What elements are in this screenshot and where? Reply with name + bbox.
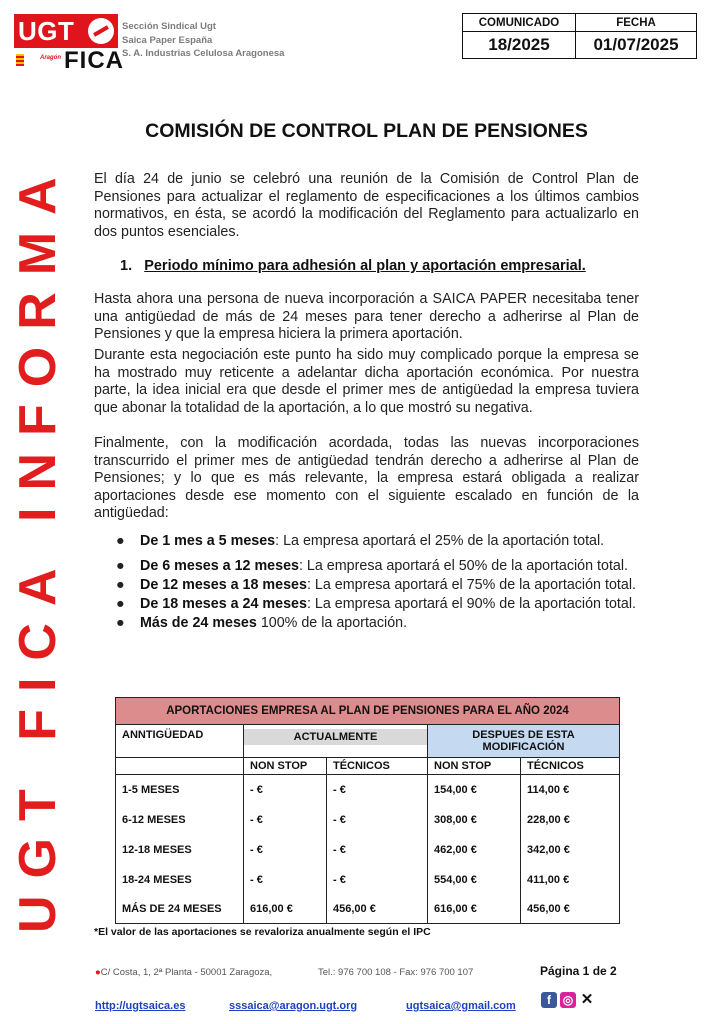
- table-cell: - €: [244, 835, 327, 865]
- table-cell: 456,00 €: [521, 895, 620, 924]
- ugt-logo: [14, 14, 118, 48]
- org-line: Saica Paper España: [122, 34, 213, 46]
- tier-range: De 18 meses a 24 meses: [140, 596, 307, 612]
- table-cell: 411,00 €: [521, 865, 620, 895]
- tier-range: Más de 24 meses: [140, 615, 257, 631]
- bullet-icon: ●: [116, 558, 125, 574]
- page-number: Página 1 de 2: [540, 964, 617, 978]
- bullet-icon: ●: [116, 615, 125, 631]
- section-title: Periodo mínimo para adhesión al plan y aportación empresarial.: [144, 258, 586, 274]
- table-row: [116, 865, 620, 895]
- tier-text: : La empresa aportará el 75% de la aportación total.: [306, 577, 636, 593]
- fica-logo: FICA: [64, 47, 124, 74]
- x-icon[interactable]: ✕: [580, 991, 594, 1008]
- footer-address-text: C/ Costa, 1, 2ª Planta - 50001 Zaragoza,: [100, 967, 273, 978]
- table-cell: 554,00 €: [428, 865, 521, 895]
- website-link[interactable]: http://ugtsaica.es: [95, 1000, 186, 1012]
- row-label: 6-12 MESES: [116, 805, 244, 835]
- table-cell: 616,00 €: [244, 895, 327, 924]
- footer-phones: Tel.: 976 700 108 - Fax: 976 700 107: [318, 967, 474, 978]
- email-link-gmail[interactable]: ugtsaica@gmail.com: [406, 1000, 516, 1012]
- tier-text: : La empresa aportará el 50% de la aportación total.: [298, 558, 629, 574]
- table-cell: 616,00 €: [428, 895, 521, 924]
- bullet-icon: ●: [116, 596, 125, 612]
- fecha-label: FECHA: [576, 14, 697, 32]
- side-banner: UGT FICA INFORMA: [9, 160, 67, 933]
- header-actualmente: [244, 725, 428, 758]
- contributions-table: [115, 697, 620, 924]
- comunicado-label: COMUNICADO: [463, 14, 576, 32]
- bullet-icon: ●: [116, 533, 125, 549]
- org-line: Sección Sindical Ugt: [122, 21, 216, 32]
- subheader-nonstop-nuevo: NON STOP: [428, 758, 521, 775]
- comunicado-date: 01/07/2025: [576, 32, 697, 59]
- facebook-icon[interactable]: f: [541, 992, 557, 1008]
- comunicado-number: 18/2025: [463, 32, 576, 59]
- tier-range: De 1 mes a 5 meses: [140, 533, 276, 549]
- tier-list: [94, 533, 639, 631]
- page-title: COMISIÓN DE CONTROL PLAN DE PENSIONES: [145, 120, 588, 142]
- list-item: [94, 596, 639, 612]
- row-label: MÁS DE 24 MESES: [116, 895, 244, 924]
- table-cell: 462,00 €: [428, 835, 521, 865]
- communique-box: [462, 13, 697, 59]
- social-links: [541, 992, 595, 1008]
- table-cell: - €: [327, 805, 428, 835]
- table-cell: 114,00 €: [521, 775, 620, 806]
- table-row: [116, 835, 620, 865]
- subheader-nonstop-actual: NON STOP: [244, 758, 327, 775]
- tier-range: De 6 meses a 12 meses: [140, 558, 299, 574]
- paragraph-3: Finalmente, con la modificación acordada, todas las nuevas incorporaciones transcurrido el primer mes de antigüedad tendrán derecho a adherirse al Plan de Pensiones; y lo que es más relevante, la empresa estará obligada a realizar aportaciones desde ese momento con el siguiente escalado en función de la antigüedad:: [94, 435, 639, 521]
- list-item: [94, 615, 639, 631]
- row-label: 12-18 MESES: [116, 835, 244, 865]
- table-cell: - €: [327, 775, 428, 806]
- table-cell: - €: [244, 805, 327, 835]
- location-dot-icon: ●: [95, 967, 101, 978]
- table-cell: - €: [327, 865, 428, 895]
- org-line: S. A. Industrias Celulosa Aragonesa: [122, 48, 285, 59]
- bullet-icon: ●: [116, 577, 125, 593]
- org-info: [122, 20, 284, 61]
- table-cell: - €: [327, 835, 428, 865]
- ugt-emblem-icon: [88, 18, 114, 44]
- table-cell: 456,00 €: [327, 895, 428, 924]
- table-cell: 342,00 €: [521, 835, 620, 865]
- paragraph-2: Durante esta negociación este punto ha sido muy complicado porque la empresa se ha mostrado muy reticente a adelantar dicha aportación económica. Por nuestra parte, la idea inicial era que desde el primer mes de antigüedad la empresa tuviera que abonar la totalidad de la aportación, a lo que mostró su negativa.: [94, 347, 639, 416]
- table-cell: 308,00 €: [428, 805, 521, 835]
- intro-paragraph: El día 24 de junio se celebró una reunión de la Comisión de Control Plan de Pensiones para actualizar el reglamento de especificaciones a los últimos cambios normativos, en ésta, se acordó la modificación del Reglamento para actualizarlo en dos puntos esenciales.: [94, 171, 639, 240]
- header-antiguedad: ANNTIGÜEDAD: [116, 725, 244, 758]
- aragon-label: Aragón: [40, 55, 61, 61]
- table-title: APORTACIONES EMPRESA AL PLAN DE PENSIONES PARA EL AÑO 2024: [116, 698, 620, 725]
- table-cell: 228,00 €: [521, 805, 620, 835]
- tier-text: : La empresa aportará el 90% de la aportación total.: [306, 596, 636, 612]
- section-heading: [120, 258, 586, 274]
- table-cell: [116, 758, 244, 775]
- table-cell: - €: [244, 865, 327, 895]
- header-despues: DESPUES DE ESTA MODIFICACIÓN: [428, 725, 620, 758]
- table-row: [116, 775, 620, 806]
- row-label: 1-5 MESES: [116, 775, 244, 806]
- table-cell: 154,00 €: [428, 775, 521, 806]
- table-row: [116, 805, 620, 835]
- table-cell: - €: [244, 775, 327, 806]
- section-number: 1.: [120, 258, 133, 274]
- table-footnote: *El valor de las aportaciones se revaloriza anualmente según el IPC: [94, 926, 431, 938]
- instagram-icon[interactable]: ◎: [560, 992, 576, 1008]
- tier-text: 100% de la aportación.: [256, 615, 408, 631]
- footer-address: [95, 967, 272, 978]
- header-actualmente-label: ACTUALMENTE: [244, 729, 427, 745]
- subheader-tecnicos-actual: TÉCNICOS: [327, 758, 428, 775]
- table-row: [116, 895, 620, 924]
- list-item: [94, 558, 639, 574]
- tier-range: De 12 meses a 18 meses: [140, 577, 307, 593]
- subheader-tecnicos-nuevo: TÉCNICOS: [521, 758, 620, 775]
- aragon-flag-icon: [16, 54, 24, 66]
- list-item: [94, 533, 639, 549]
- tier-text: : La empresa aportará el 25% de la aportación total.: [275, 533, 605, 549]
- row-label: 18-24 MESES: [116, 865, 244, 895]
- paragraph-1: Hasta ahora una persona de nueva incorporación a SAICA PAPER necesitaba tener una antigüedad de más de 24 meses para tener derecho a adherirse al Plan de Pensiones y que la empresa hiciera la primera aportación.: [94, 291, 639, 342]
- list-item: [94, 577, 639, 593]
- ugt-logo-text: UGT: [18, 16, 75, 46]
- email-link-aragon[interactable]: sssaica@aragon.ugt.org: [229, 1000, 358, 1012]
